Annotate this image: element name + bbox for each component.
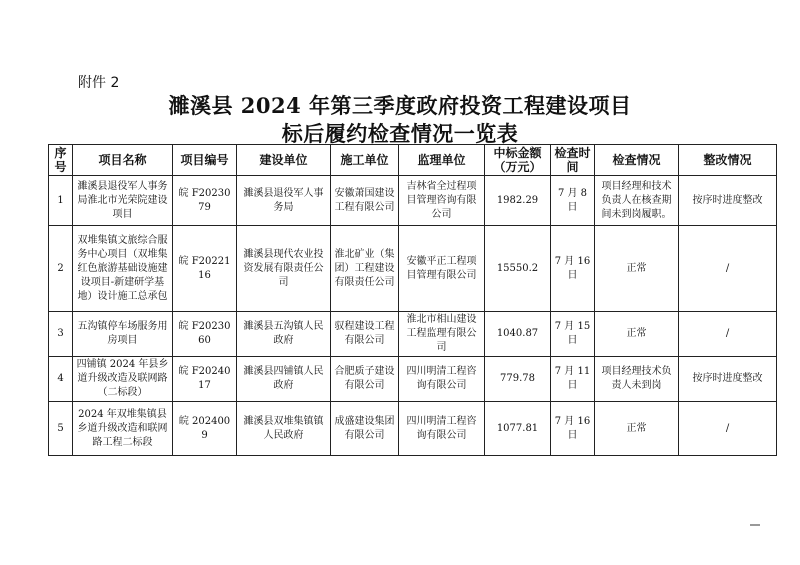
cell-project-name: 双堆集镇文旅综合服务中心项目（双堆集红色旅游基础设施建设项目-新建研学基地）设计施工总承包 bbox=[73, 226, 173, 312]
cell-owner: 濉溪县现代农业投资发展有限责任公司 bbox=[237, 226, 331, 312]
cell-project-name: 濉溪县退役军人事务局淮北市光荣院建设项目 bbox=[73, 176, 173, 226]
cell-index: 3 bbox=[49, 312, 73, 357]
cell-project-code: 皖 F2024017 bbox=[173, 357, 237, 402]
cell-owner: 濉溪县四铺镇人民政府 bbox=[237, 357, 331, 402]
header-owner: 建设单位 bbox=[237, 145, 331, 176]
cell-index: 1 bbox=[49, 176, 73, 226]
cell-project-code: 皖 F2023079 bbox=[173, 176, 237, 226]
cell-supervisor: 淮北市相山建设工程监理有限公司 bbox=[399, 312, 485, 357]
cell-contractor: 驭程建设工程有限公司 bbox=[331, 312, 399, 357]
table-header-row bbox=[49, 145, 777, 176]
table-row bbox=[49, 357, 777, 402]
cell-supervisor: 安徽平正工程项目管理有限公司 bbox=[399, 226, 485, 312]
cell-check-result: 正常 bbox=[595, 312, 679, 357]
attachment-label: 附件 2 bbox=[78, 75, 120, 91]
cell-owner: 濉溪县退役军人事务局 bbox=[237, 176, 331, 226]
header-check-result: 检查情况 bbox=[595, 145, 679, 176]
cell-check-date: 7 月 15 日 bbox=[551, 312, 595, 357]
cell-bid-amount: 1982.29 bbox=[485, 176, 551, 226]
header-check-date: 检查时间 bbox=[551, 145, 595, 176]
cell-bid-amount: 1040.87 bbox=[485, 312, 551, 357]
table-row bbox=[49, 312, 777, 357]
table-row bbox=[49, 402, 777, 456]
cell-owner: 濉溪县双堆集镇镇人民政府 bbox=[237, 402, 331, 456]
cell-contractor: 淮北矿业（集团）工程建设有限责任公司 bbox=[331, 226, 399, 312]
cell-bid-amount: 779.78 bbox=[485, 357, 551, 402]
cell-rectification: / bbox=[679, 402, 777, 456]
cell-bid-amount: 1077.81 bbox=[485, 402, 551, 456]
header-contractor: 施工单位 bbox=[331, 145, 399, 176]
page-title-line1: 濉溪县 2024 年第三季度政府投资工程建设项目 bbox=[168, 93, 632, 118]
page-title-line2: 标后履约检查情况一览表 bbox=[281, 121, 519, 146]
cell-check-result: 正常 bbox=[595, 402, 679, 456]
header-project-name: 项目名称 bbox=[73, 145, 173, 176]
header-rectification: 整改情况 bbox=[679, 145, 777, 176]
cell-index: 5 bbox=[49, 402, 73, 456]
cell-supervisor: 吉林省全过程项目管理咨询有限公司 bbox=[399, 176, 485, 226]
header-supervisor: 监理单位 bbox=[399, 145, 485, 176]
header-index: 序号 bbox=[49, 145, 73, 176]
cell-check-date: 7 月 11 日 bbox=[551, 357, 595, 402]
cell-rectification: 按序时进度整改 bbox=[679, 176, 777, 226]
cell-rectification: / bbox=[679, 226, 777, 312]
cell-index: 4 bbox=[49, 357, 73, 402]
table-row bbox=[49, 176, 777, 226]
cell-owner: 濉溪县五沟镇人民政府 bbox=[237, 312, 331, 357]
cell-check-result: 项目经理技术负责人未到岗 bbox=[595, 357, 679, 402]
inspection-table bbox=[48, 144, 777, 456]
cell-check-date: 7 月 16 日 bbox=[551, 402, 595, 456]
cell-project-name: 五沟镇停车场服务用房项目 bbox=[73, 312, 173, 357]
cell-contractor: 合肥质子建设有限公司 bbox=[331, 357, 399, 402]
cell-check-result: 项目经理和技术负责人在核查期间未到岗履职。 bbox=[595, 176, 679, 226]
page-mark bbox=[750, 524, 760, 526]
cell-project-code: 皖 F2023060 bbox=[173, 312, 237, 357]
header-bid-amount: 中标金额（万元） bbox=[485, 145, 551, 176]
cell-rectification: / bbox=[679, 312, 777, 357]
cell-project-code: 皖 2024009 bbox=[173, 402, 237, 456]
cell-supervisor: 四川明清工程咨询有限公司 bbox=[399, 357, 485, 402]
cell-rectification: 按序时进度整改 bbox=[679, 357, 777, 402]
header-project-code: 项目编号 bbox=[173, 145, 237, 176]
cell-supervisor: 四川明清工程咨询有限公司 bbox=[399, 402, 485, 456]
cell-check-date: 7 月 16 日 bbox=[551, 226, 595, 312]
cell-bid-amount: 15550.2 bbox=[485, 226, 551, 312]
cell-contractor: 成盛建设集团有限公司 bbox=[331, 402, 399, 456]
cell-index: 2 bbox=[49, 226, 73, 312]
cell-project-name: 四铺镇 2024 年县乡道升级改造及联网路（二标段） bbox=[73, 357, 173, 402]
cell-check-date: 7 月 8 日 bbox=[551, 176, 595, 226]
cell-project-code: 皖 F2022116 bbox=[173, 226, 237, 312]
table-row bbox=[49, 226, 777, 312]
cell-contractor: 安徽萧国建设工程有限公司 bbox=[331, 176, 399, 226]
cell-check-result: 正常 bbox=[595, 226, 679, 312]
cell-project-name: 2024 年双堆集镇县乡道升级改造和联网路工程二标段 bbox=[73, 402, 173, 456]
